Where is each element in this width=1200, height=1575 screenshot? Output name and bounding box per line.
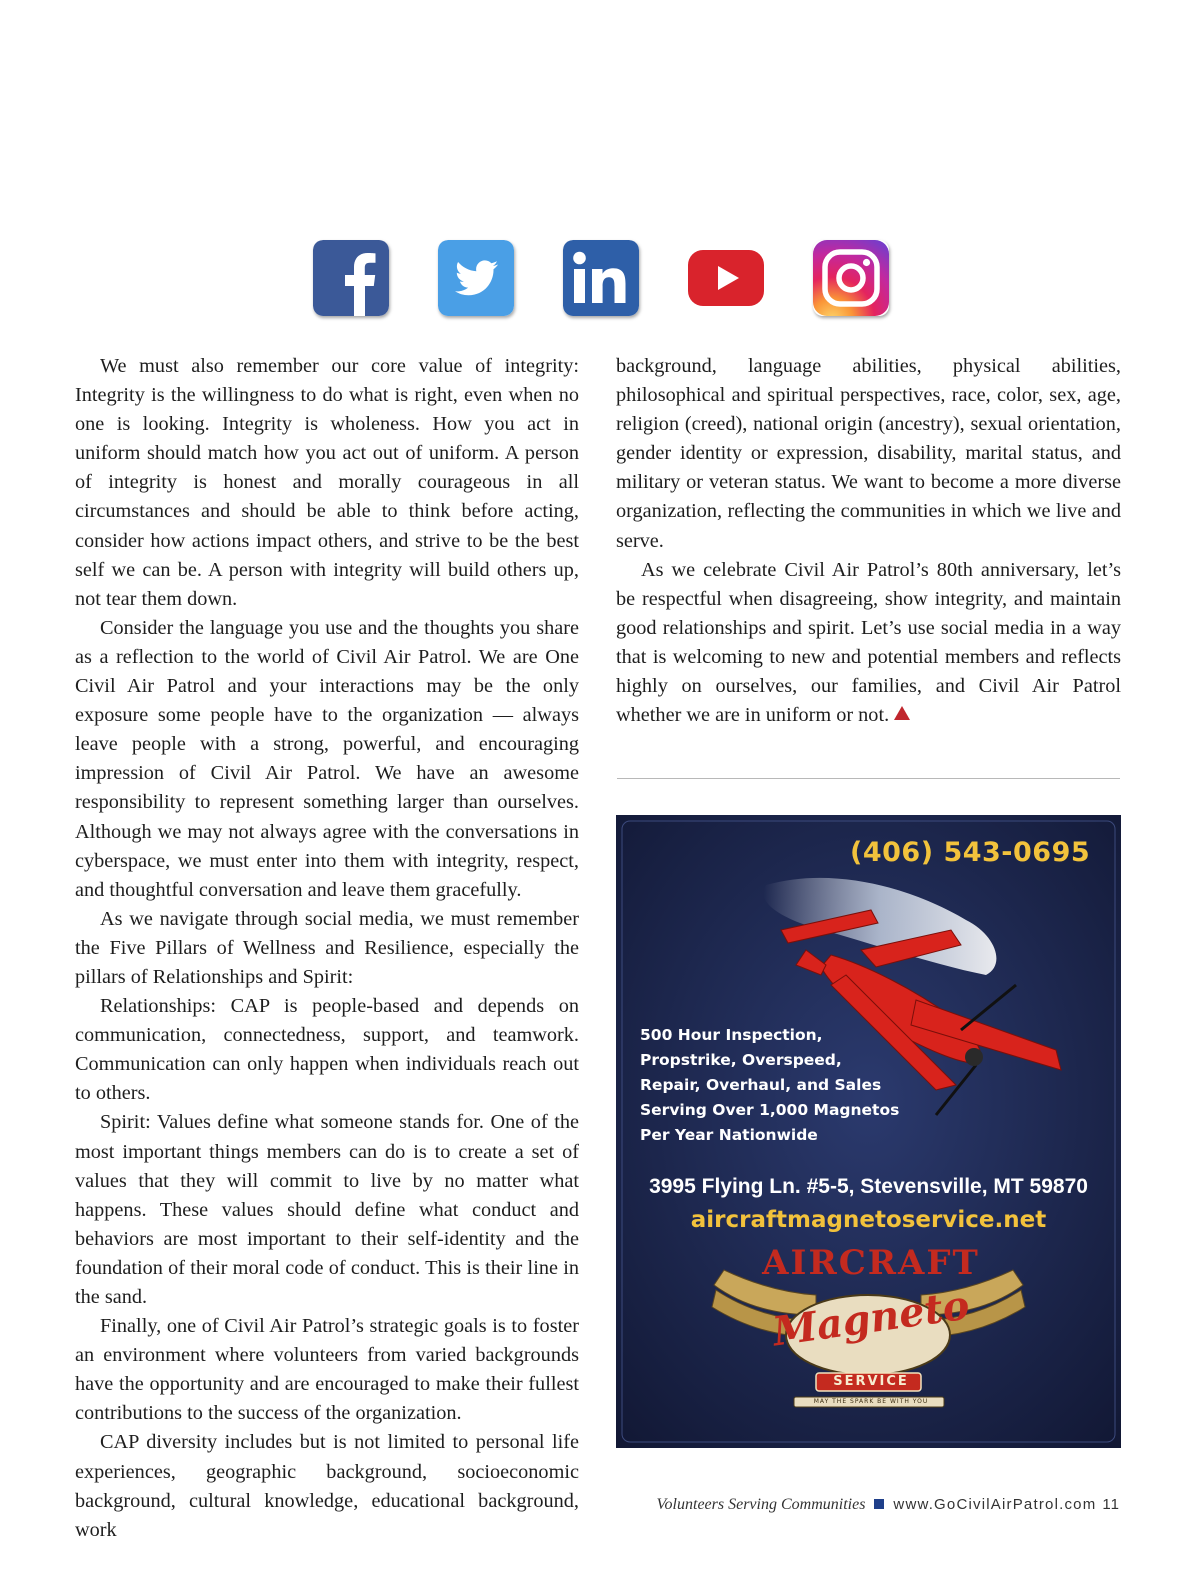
paragraph-anniversary-text: As we celebrate Civil Air Patrol’s 80th anniversary, let’s be respectful when disagreeing, show integrity, and maintain good relationships and spirit. Let’s use social media in a way that is welcoming to new and potential members and reflects highly on ourselves, our families, and Civil Air Patrol whether we are in uniform or not.	[616, 558, 1121, 727]
ad-service-line: Serving Over 1,000 Magnetos	[640, 1101, 900, 1119]
paragraph-spirit: Spirit: Values define what someone stands for. One of the most important things members can do is to create a set of values that they will commit to live by no matter what happens. These values should define what conduct and behaviors are most important to their self-identity and the foundation of their moral code of conduct. This is their line in the sand.	[75, 1111, 579, 1308]
end-of-article-mark	[894, 706, 910, 720]
paragraph-five-pillars: As we navigate through social media, we must remember the Five Pillars of Wellness and Resilience, especially the pillars of Relationships and Spirit:	[75, 907, 579, 988]
page-footer	[657, 1496, 1120, 1514]
ad-logo-tagline: MAY THE SPARK BE WITH YOU	[813, 1398, 929, 1405]
divider-rule	[617, 778, 1120, 779]
ad-service-line: Propstrike, Overspeed,	[640, 1051, 842, 1069]
instagram-icon[interactable]	[813, 240, 889, 316]
footer-tagline: Volunteers Serving Communities	[656, 1496, 866, 1513]
ad-logo-service-text: SERVICE	[833, 1374, 909, 1389]
ad-service-line: 500 Hour Inspection,	[640, 1026, 823, 1044]
linkedin-icon[interactable]	[563, 240, 639, 316]
ad-service-line: Per Year Nationwide	[640, 1126, 818, 1144]
footer-square-bullet	[874, 1499, 884, 1509]
social-icons-row	[313, 240, 893, 320]
paragraph-diversity-continued: background, language abilities, physical abilities, philosophical and spiritual perspectives, race, color, sex, age, religion (creed), national origin (ancestry), sexual orientation, gender identity or expression, disability, marital status, and military or veteran status. We want to become a more diverse organization, reflecting the communities in which we live and serve.	[616, 355, 1121, 552]
paragraph-integrity: We must also remember our core value of integrity: Integrity is the willingness to do what is right, even when no one is looking. Integrity is wholeness. How you act in uniform should match how you act out of uniform. A person of integrity is honest and morally courageous in all circumstances and should be able to think before acting, consider how actions impact others, and strive to be the best self we can be. A person with integrity will build others up, not tear them down.	[75, 355, 579, 610]
paragraph-diversity: CAP diversity includes but is not limited to personal life experiences, geographic background, socioeconomic background, cultural knowledge, educational background, work	[75, 1431, 579, 1541]
ad-service-line: Repair, Overhaul, and Sales	[640, 1076, 882, 1094]
page-number: 11	[1102, 1496, 1120, 1513]
article-right-column	[616, 352, 1121, 730]
twitter-icon[interactable]	[438, 240, 514, 316]
paragraph-language: Consider the language you use and the thoughts you share as a reflection to the world of Civil Air Patrol. We are One Civil Air Patrol and your interactions may be the only exposure some people have to the organization — always leave people with a strong, powerful, and encouraging impression of Civil Air Patrol. We have an awesome responsibility to represent something larger than ourselves. Although we may not always agree with the conversations in cyberspace, we must enter into them with integrity, respect, and thoughtful conversation and leave them gracefully.	[75, 616, 579, 901]
aircraft-magneto-ad[interactable]	[616, 815, 1121, 1448]
footer-url[interactable]: www.GoCivilAirPatrol.com	[893, 1496, 1097, 1513]
paragraph-relationships: Relationships: CAP is people-based and depends on communication, connectedness, support, and teamwork. Communication can only happen when individuals reach out to others.	[75, 995, 579, 1105]
youtube-icon[interactable]	[688, 240, 764, 316]
ad-logo-aircraft-text: AIRCRAFT	[762, 1243, 980, 1283]
article-left-column	[75, 352, 579, 1545]
facebook-icon[interactable]	[313, 240, 389, 316]
ad-logo	[706, 1243, 1036, 1423]
ad-phone-number[interactable]: (406) 543-0695	[850, 837, 1091, 868]
paragraph-strategic-goals: Finally, one of Civil Air Patrol’s strategic goals is to foster an environment where volunteers from varied backgrounds have the opportunity and are encouraged to make their fullest contributions to the success of the organization.	[75, 1315, 579, 1425]
ad-logo-magneto-text: Magneto	[769, 1281, 973, 1356]
ad-website-link[interactable]: aircraftmagnetoservice.net	[690, 1207, 1047, 1233]
ad-address: 3995 Flying Ln. #5-5, Stevensville, MT 59870	[649, 1175, 1088, 1198]
paragraph-anniversary	[616, 556, 1121, 731]
ad-services-list	[640, 1023, 899, 1148]
